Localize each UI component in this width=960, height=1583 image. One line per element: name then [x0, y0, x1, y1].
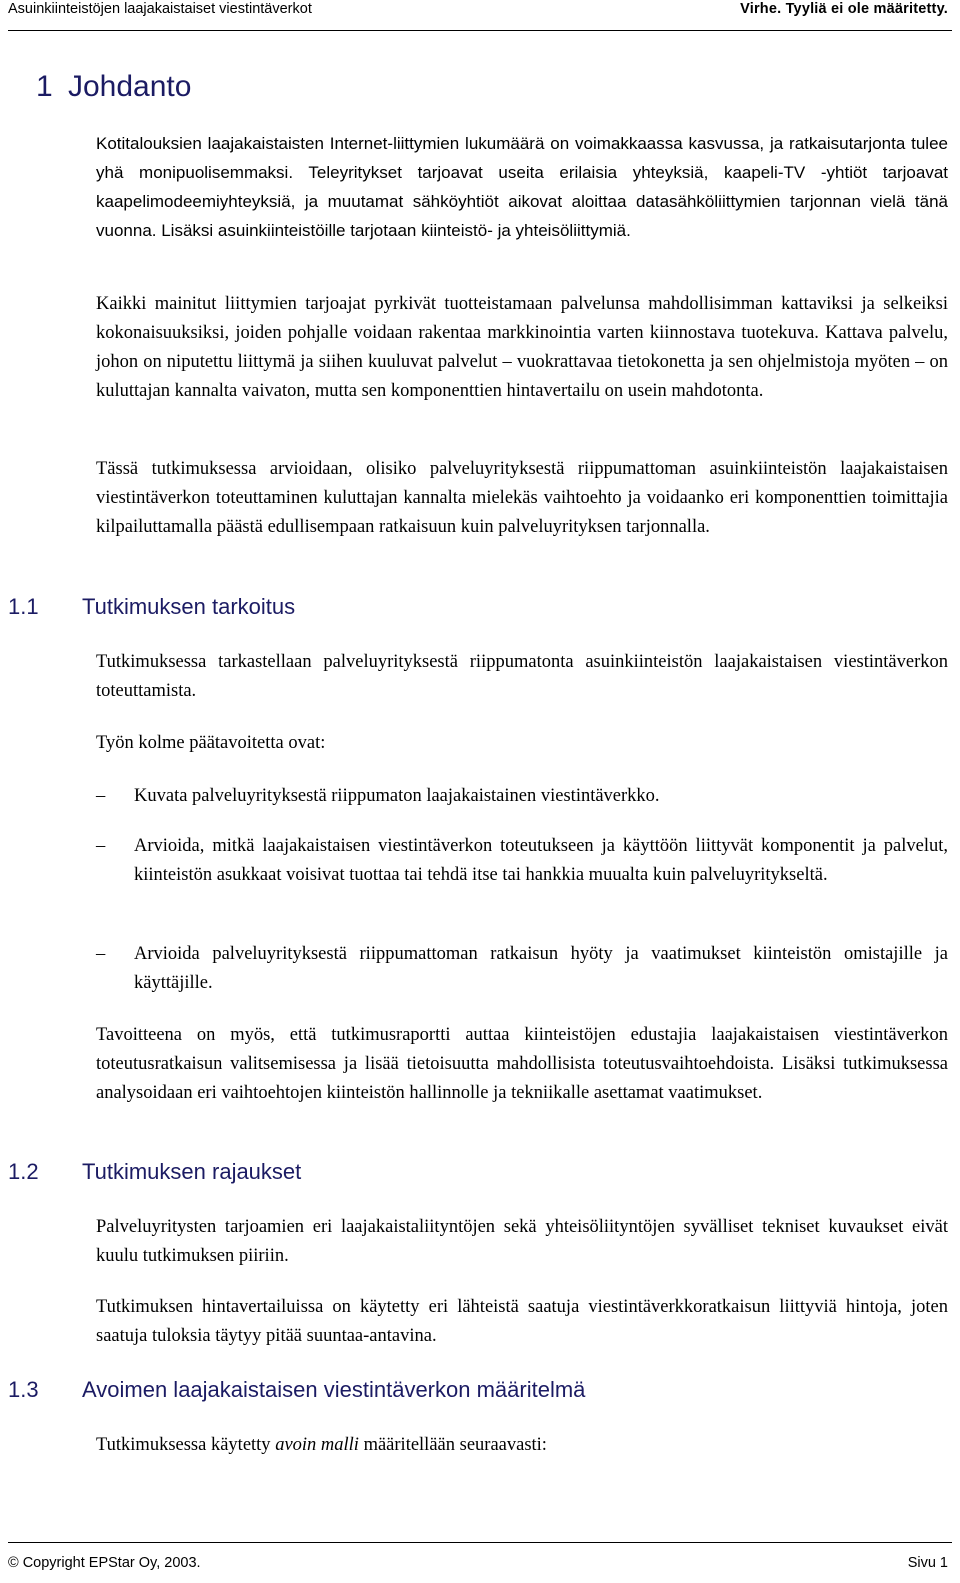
intro-paragraph-1: Kotitalouksien laajakaistaisten Internet-liittymien lukumäärä on voimakkaassa kasvussa, ja ratkaisutarjonta tulee yhä monipuolisemmaksi. Teleyritykset tarjoavat useita erilaisia yhteyksiä, kaapeli-TV -yhtiöt tarjoavat kaapelimodeemiyhteyksiä, ja muutamat sähköyhtiöt aikovat aloittaa datasähköliittymien tarjonnan vielä tänä vuonna. Lisäksi asuinkiinteistöille tarjotaan kiinteistö- ja yhteisöliittymiä.	[96, 134, 948, 240]
page-number: Sivu 1	[907, 1555, 948, 1571]
section-number: 1.3	[8, 1377, 39, 1402]
section-number: 1.2	[8, 1159, 39, 1184]
chapter-number: 1	[36, 70, 53, 103]
list-item-text: Arvioida palveluyrityksestä riippumattoman ratkaisun hyöty ja vaatimukset kiinteistön omistajille ja käyttäjille.	[134, 944, 948, 993]
style-error-text: Virhe. Tyyliä ei ole määritetty.	[740, 1, 948, 17]
section-heading-1-1	[8, 594, 508, 622]
page-header	[8, 0, 952, 31]
intro-paragraph-2: Kaikki mainitut liittymien tarjoajat pyrkivät tuotteistamaan palvelunsa mahdollisimman kattaviksi ja selkeiksi kokonaisuuksiksi, joiden pohjalle voidaan rakentaa markkinointia varten kiinnostava tuotekuva. Kattava palvelu, johon on niputettu liittymä ja siihen kuuluvat palvelut – vuokrattavaa tietokonetta ja sen ohjelmistoja myöten – on kuluttajan kannalta vaivaton, mutta sen komponenttien hintavertailu on usein mahdotonta.	[96, 294, 948, 401]
page-footer	[8, 1542, 952, 1571]
scope-paragraph-2: Tutkimuksen hintavertailuissa on käytetty eri lähteistä saatuja viestintäverkkoratkaisun liittyviä hintoja, joten saatuja tuloksia täytyy pitää suuntaa-antavina.	[96, 1297, 948, 1346]
scope-paragraph-1: Palveluyritysten tarjoamien eri laajakaistaliityntöjen sekä yhteisöliityntöjen syvälliset tekniset kuvaukset eivät kuulu tutkimuksen piiriin.	[96, 1217, 948, 1266]
document-title: Asuinkiinteistöjen laajakaistaiset viestintäverkot	[8, 1, 312, 17]
section-heading-1-3	[8, 1377, 908, 1405]
section-title: Tutkimuksen tarkoitus	[82, 594, 296, 619]
definition-paragraph	[96, 1431, 948, 1460]
dash-bullet: –	[96, 836, 106, 856]
purpose-paragraph-3: Tavoitteena on myös, että tutkimusraportti auttaa kiinteistöjen edustajia laajakaistaisen viestintäverkon toteutusratkaisun valitsemisessa ja lisää tietoisuutta mahdollisista toteutusvaihtoehdoista. Lisäksi tutkimuksessa analysoidaan eri vaihtoehtojen kiinteistön hallinnolle ja tekniikalle asettamat vaatimukset.	[96, 1025, 948, 1103]
list-item-text: Arvioida, mitkä laajakaistaisen viestintäverkon toteutukseen ja käyttöön liittyvät komponentit ja palvelut, kiinteistön asukkaat voisivat tuottaa tai tehdä itse tai hankkia muualta kuin palveluyritykseltä.	[134, 836, 948, 885]
section-number: 1.1	[8, 594, 39, 619]
definition-text-end: määritellään seuraavasti:	[358, 1435, 547, 1455]
open-model-term: avoin malli	[275, 1435, 359, 1455]
copyright-text: © Copyright EPStar Oy, 2003.	[8, 1555, 201, 1571]
chapter-title: Johdanto	[68, 70, 192, 103]
purpose-paragraph-1: Tutkimuksessa tarkastellaan palveluyrityksestä riippumatonta asuinkiinteistön laajakaistaisen viestintäverkon toteuttamista.	[96, 652, 948, 701]
chapter-heading	[36, 70, 336, 106]
section-title: Avoimen laajakaistaisen viestintäverkon määritelmä	[82, 1377, 586, 1402]
dash-bullet: –	[96, 786, 106, 806]
intro-paragraph-3: Tässä tutkimuksessa arvioidaan, olisiko palveluyrityksestä riippumattoman asuinkiinteistön laajakaistaisen viestintäverkon toteuttaminen kuluttajan kannalta mielekäs vaihtoehto ja voidaanko eri komponenttien toimittajia kilpailuttamalla päästä edullisempaan ratkaisuun kuin palveluyrityksen tarjonnalla.	[96, 459, 948, 537]
dash-bullet: –	[96, 944, 106, 964]
section-title: Tutkimuksen rajaukset	[82, 1159, 302, 1184]
list-item-text: Kuvata palveluyrityksestä riippumaton laajakaistainen viestintäverkko.	[134, 786, 660, 806]
purpose-paragraph-2: Työn kolme päätavoitetta ovat:	[96, 733, 326, 753]
definition-text-start: Tutkimuksessa käytetty	[96, 1435, 276, 1455]
section-heading-1-2	[8, 1159, 508, 1187]
